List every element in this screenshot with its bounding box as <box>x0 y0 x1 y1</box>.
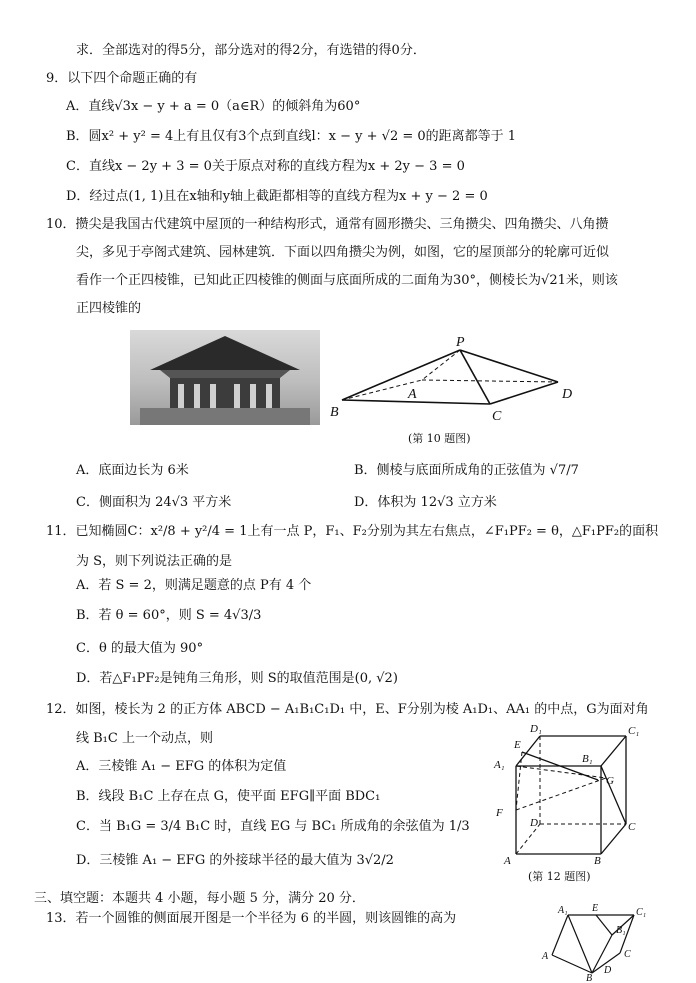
q12-option-c: C．当 B₁G = 3/4 B₁C 时，直线 EG 与 BC₁ 所成角的余弦值为 1/3 <box>76 819 470 834</box>
fig13-label-c1: C₁ <box>636 907 647 918</box>
q11-line1: 11．已知椭圆C：x²/8 + y²/4 = 1上有一点 P，F₁、F₂分别为其左右焦点，∠F₁PF₂ = θ，△F₁PF₂的面积 <box>46 524 659 539</box>
cube-label-d: D <box>530 817 538 829</box>
q11-option-d: D．若△F₁PF₂是钝角三角形，则 S的取值范围是(0, √2) <box>76 671 398 686</box>
cube-label-d1: D₁ <box>530 723 542 735</box>
cube-label-c: C <box>628 821 636 833</box>
q11-option-a: A．若 S = 2，则满足题意的点 P有 4 个 <box>76 578 312 593</box>
q10-line4: 正四棱锥的 <box>76 301 142 316</box>
q10-option-a: A．底面边长为 6米 <box>76 463 189 478</box>
fig13-label-b: B <box>586 973 593 983</box>
fig13-label-a: A <box>542 951 549 962</box>
q13-side-figure <box>542 903 666 983</box>
q13-text: 13．若一个圆锥的侧面展开图是一个半径为 6 的半圆，则该圆锥的高为 <box>46 911 457 926</box>
q10-option-b: B．侧棱与底面所成角的正弦值为 √7/7 <box>354 463 579 478</box>
fig13-label-e: E <box>592 903 599 914</box>
q12-option-d: D．三棱锥 A₁ − EFG 的外接球半径的最大值为 3√2/2 <box>76 853 394 868</box>
cube-label-c1: C₁ <box>628 725 640 737</box>
fig12-caption: (第 12 题图) <box>528 870 591 883</box>
q9-option-d: D．经过点(1, 1)且在x轴和y轴上截距都相等的直线方程为x + y − 2 = 0 <box>66 189 488 204</box>
fig13-label-c: C <box>624 949 631 960</box>
q10-option-c: C．侧面积为 24√3 平方米 <box>76 495 232 510</box>
q10-line1: 10．攒尖是我国古代建筑中屋顶的一种结构形式，通常有圆形攒尖、三角攒尖、四角攒尖、八角攒 <box>46 217 609 232</box>
fig13-label-b1: B₁ <box>616 925 626 936</box>
q9-option-a: A．直线√3x − y + a = 0（a∈R）的倾斜角为60° <box>66 99 361 114</box>
label-d: D <box>562 387 573 402</box>
label-c: C <box>492 409 502 424</box>
q11-option-c: C．θ 的最大值为 90° <box>76 641 204 656</box>
q12-option-a: A．三棱锥 A₁ − EFG 的体积为定值 <box>76 759 287 774</box>
label-p: P <box>456 335 465 350</box>
section3-heading: 三、填空题：本题共 4 小题，每小题 5 分，满分 20 分． <box>34 891 365 906</box>
q10-line3: 看作一个正四棱锥，已知此正四棱锥的侧面与底面所成的二面角为30°，侧棱长为√21米，则该 <box>76 273 618 288</box>
cube-label-a1: A₁ <box>494 759 505 771</box>
q9-option-c: C．直线x − 2y + 3 = 0关于原点对称的直线方程为x + 2y − 3 = 0 <box>66 159 465 174</box>
cube-label-e: E <box>514 739 521 751</box>
q9-option-b: B．圆x² + y² = 4上有且仅有3个点到直线l：x − y + √2 = 0的距离都等于 1 <box>66 129 517 144</box>
pavilion-photo <box>130 330 320 425</box>
fig13-label-a1: A₁ <box>558 905 568 916</box>
cube-label-b: B <box>594 855 601 867</box>
q11-line2: 为 S，则下列说法正确的是 <box>76 554 233 569</box>
fig10-caption: (第 10 题图) <box>408 432 471 445</box>
intro-text: 求．全部选对的得5分，部分选对的得2分，有选错的得0分． <box>76 43 426 58</box>
q12-line1: 12．如图，棱长为 2 的正方体 ABCD − A₁B₁C₁D₁ 中，E、F分别为棱 A₁D₁、AA₁ 的中点，G为面对角 <box>46 702 649 717</box>
label-b: B <box>330 405 339 420</box>
q12-line2: 线 B₁C 上一个动点，则 <box>76 731 213 746</box>
cube-label-b1: B₁ <box>582 753 593 765</box>
q11-option-b: B．若 θ = 60°，则 S = 4√3/3 <box>76 608 262 623</box>
q10-option-d: D．体积为 12√3 立方米 <box>354 495 497 510</box>
cube-label-a: A <box>504 855 511 867</box>
cube-label-g: G <box>606 775 614 787</box>
cube-label-f: F <box>496 807 503 819</box>
q9-stem: 9．以下四个命题正确的有 <box>46 71 198 86</box>
q10-line2: 尖，多见于亭阁式建筑、园林建筑．下面以四角攒尖为例，如图，它的屋顶部分的轮廓可近似 <box>76 245 610 260</box>
cube-figure <box>494 722 654 872</box>
pyramid-figure <box>330 335 600 440</box>
q12-option-b: B．线段 B₁C 上存在点 G，使平面 EFG∥平面 BDC₁ <box>76 789 381 804</box>
label-a: A <box>408 387 417 402</box>
fig13-label-d: D <box>604 965 612 976</box>
